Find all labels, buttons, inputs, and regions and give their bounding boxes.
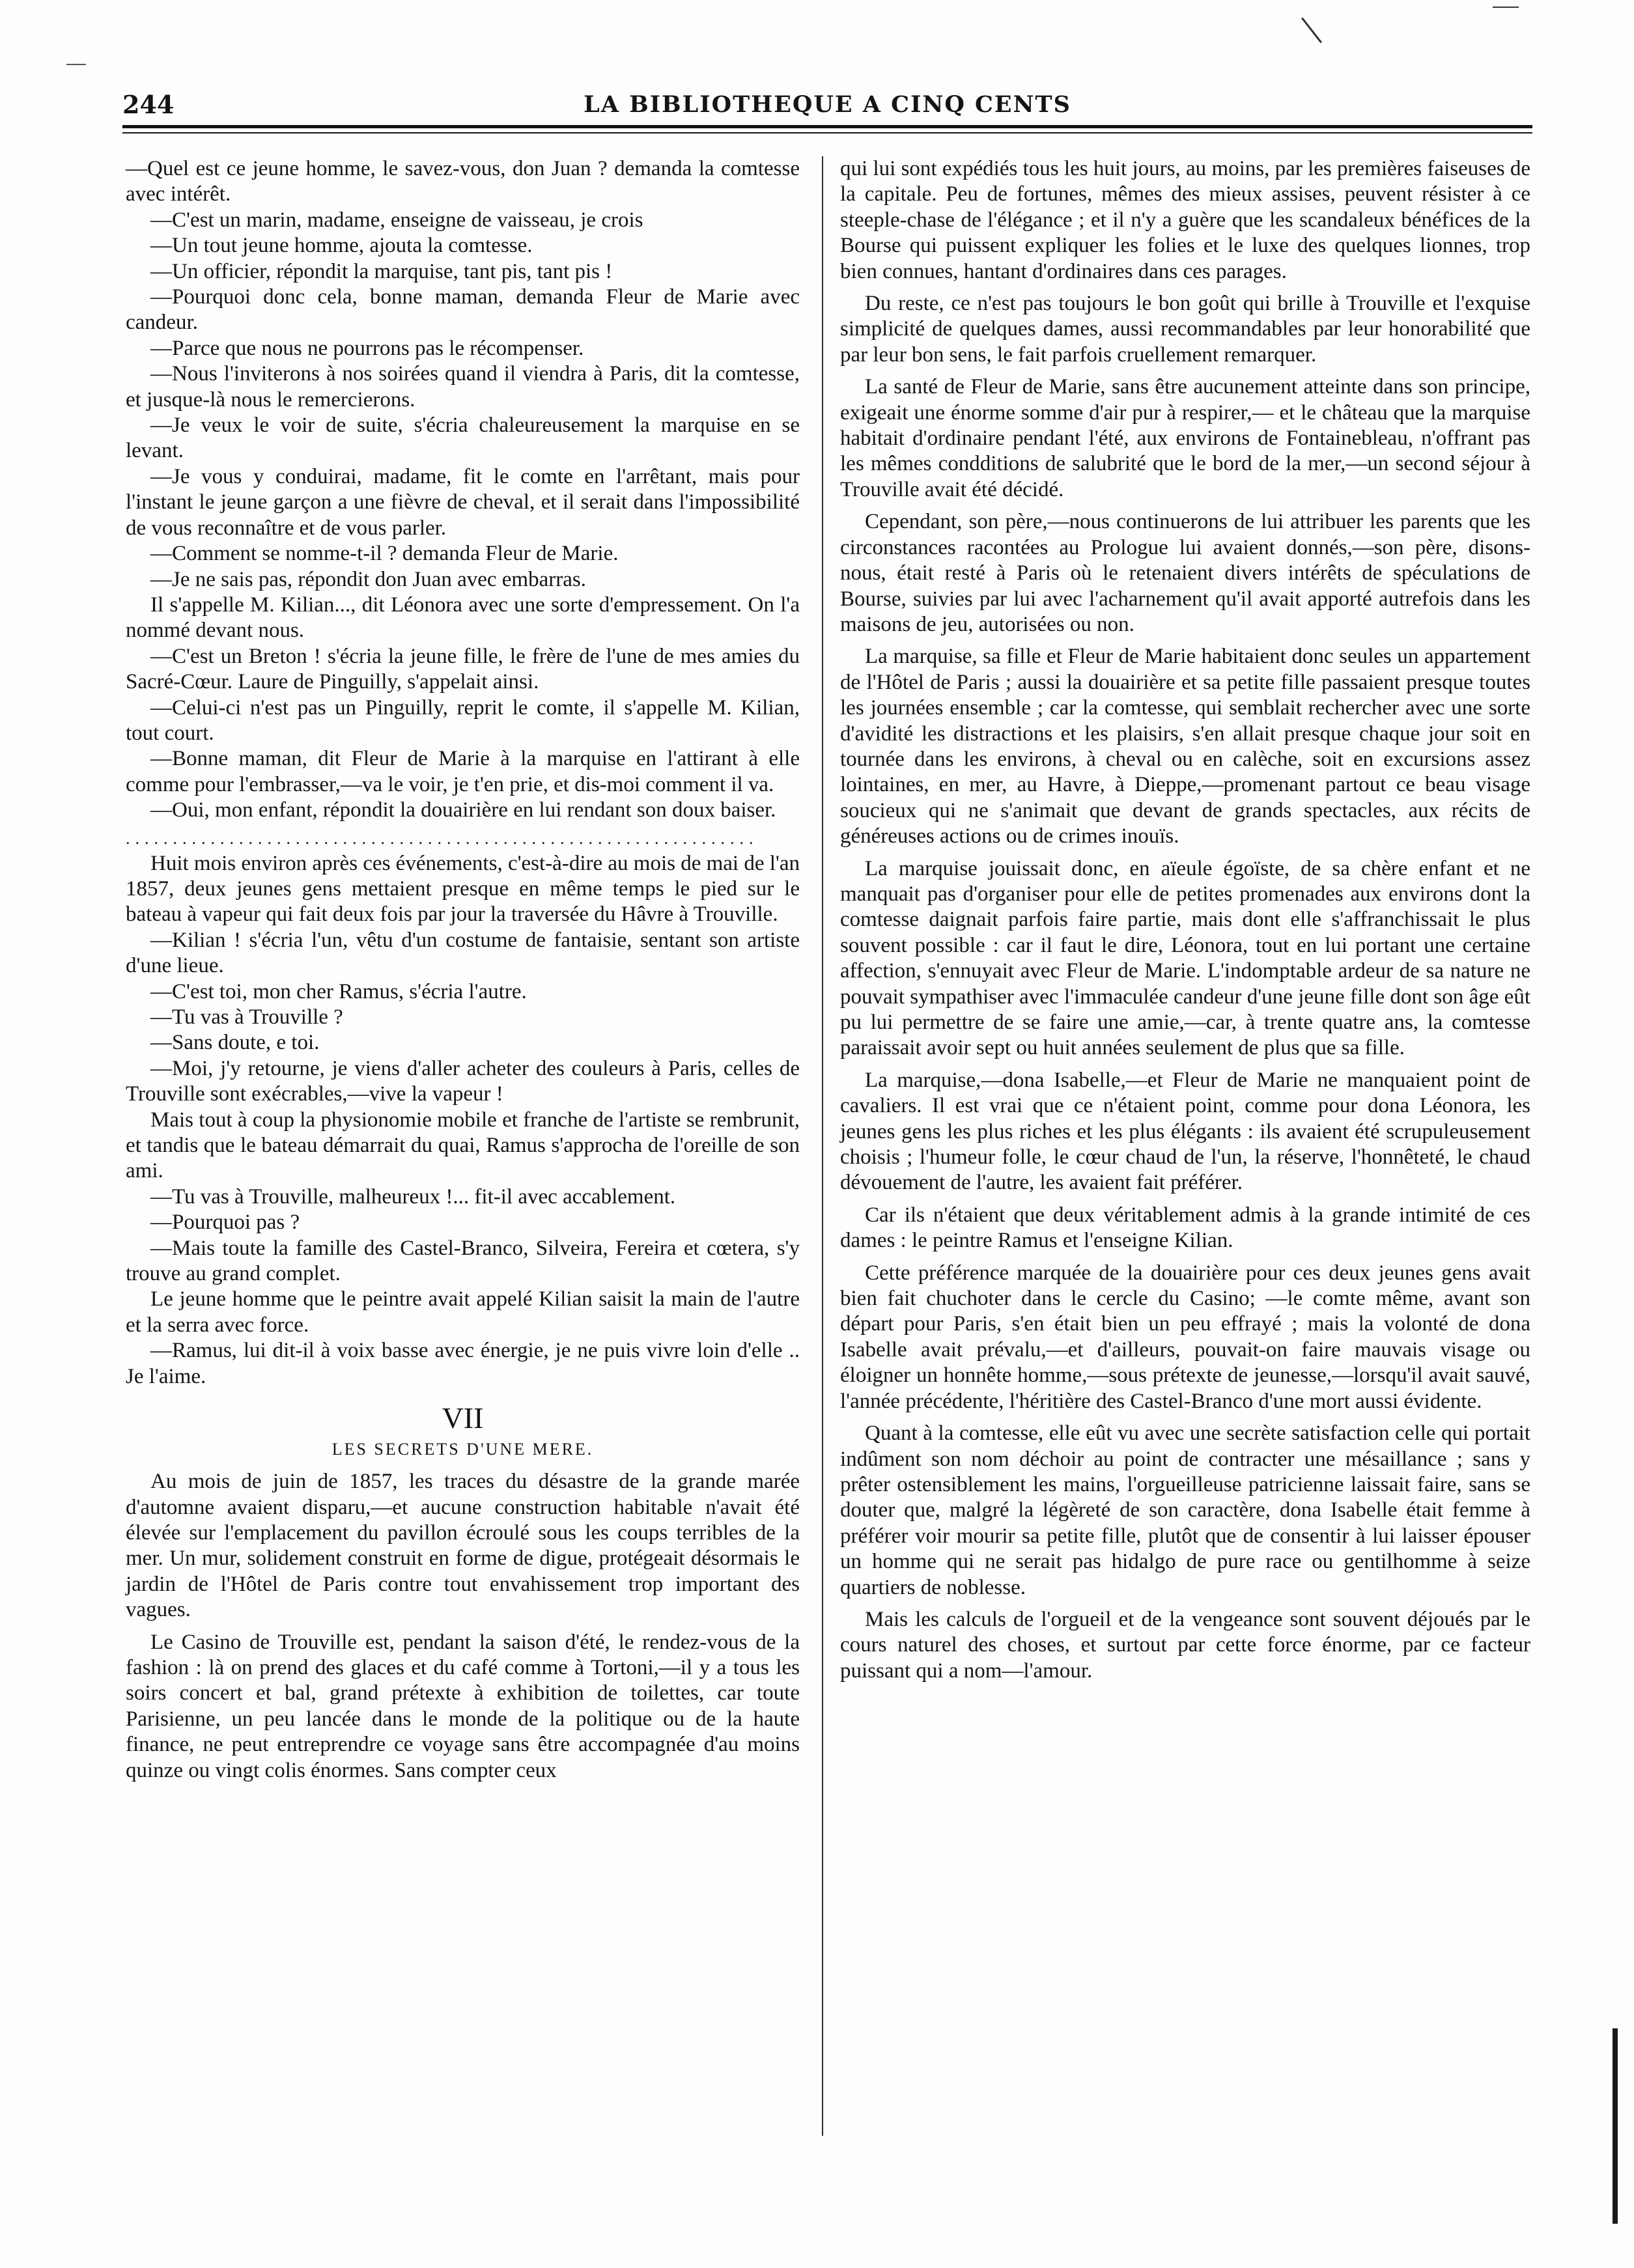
paragraph: —Tu vas à Trouville ? [150, 1005, 343, 1029]
paragraph: —Un tout jeune homme, ajouta la comtesse. [150, 234, 533, 258]
paragraph: Du reste, ce n'est pas toujours le bon goût qui brille à Trouville et l'exquise simplicité de quelques dames, aussi recommandables par leur honorabilité que par leur bon sens, le fait parfois cruellement remarquer. [840, 292, 1530, 367]
paragraph: La marquise, sa fille et Fleur de Marie habitaient donc seules un appartement de l'Hôtel de Paris ; aussi la douairière et sa petite fille passaient presque toutes les journées ensemble ; car la comtesse, qui semblait rechercher avec une sorte d'avidité les distractions et les plaisirs, s'en allait presque chaque jour soit en tournée dans les environs, à cheval ou en calèche, soit en excursions assez lointaines, en mer, au Havre, à Dieppe,—promenant partout ce beau visage soucieux qui ne s'animait que devant de grands spectacles, aux récits de généreuses actions ou de crimes inouïs. [840, 645, 1530, 848]
paragraph: Il s'appelle M. Kilian..., dit Léonora avec une sorte d'empressement. On l'a nommé devant nous. [126, 593, 800, 643]
header-rule-thin [122, 132, 1532, 133]
paragraph: —Kilian ! s'écria l'un, vêtu d'un costume de fantaisie, sentant son artiste d'une lieue. [126, 928, 800, 978]
paragraph: —Je ne sais pas, répondit don Juan avec embarras. [150, 567, 586, 591]
chapter-number: VII [442, 1401, 484, 1435]
page-header [122, 90, 1532, 122]
paragraph: —C'est toi, mon cher Ramus, s'écria l'autre. [150, 979, 527, 1003]
header-rule [122, 125, 1532, 128]
paragraph: —Je vous y conduirai, madame, fit le comte en l'arrêtant, mais pour l'instant le jeune garçon a une fièvre de cheval, et il serait dans l'impossibilité de vous reconnaître et de vous parler. [126, 464, 800, 540]
paragraph: Au mois de juin de 1857, les traces du désastre de la grande marée d'automne avaient disparu,—et aucune construction habitable n'avait été élevée sur l'emplacement du pavillon écroulé sous les coups terribles de la mer. Un mur, solidement construit en forme de digue, protégeait désormais le jardin de l'Hôtel de Paris contre tout envahissement trop important des vagues. [126, 1470, 800, 1622]
paragraph: Mais les calculs de l'orgueil et de la vengeance sont souvent déjoués par le cours naturel des choses, et surtout par cette force énorme, par ce facteur puissant qui a nom—l'amour. [840, 1607, 1530, 1683]
section-separator: ................................................................... [126, 828, 759, 848]
paragraph: La santé de Fleur de Marie, sans être aucunement atteinte dans son principe, exigeait une énorme somme d'air pur à respirer,— et le château que la marquise habitait d'ordinaire pendant l'été, aux environs de Fontainebleau, n'offrant pas les mêmes condditions de salubrité que le bord de la mer,—un second séjour à Trouville avait été décidé. [840, 375, 1530, 501]
paragraph: —Celui-ci n'est pas un Pinguilly, reprit le comte, il s'appelle M. Kilian, tout court. [126, 695, 800, 745]
paragraph: —Comment se nomme-t-il ? demanda Fleur de Marie. [150, 542, 619, 566]
paragraph: —Quel est ce jeune homme, le savez-vous, don Juan ? demanda la comtesse avec intérêt. [126, 157, 800, 206]
paragraph: —Pourquoi pas ? [150, 1211, 300, 1235]
paragraph: Cette préférence marquée de la douairière pour ces deux jeunes gens avait bien fait chuchoter dans le cercle du Casino; —le comte même, avant son départ pour Paris, s'en était bien un peu effrayé ; mais la volonté de dona Isabelle avait prévalu,—et d'ailleurs, pouvait-on faire mauvais visage ou éloigner un honnête homme,—sous prétexte de jeunesse,—lorsqu'il avait sauvé, l'année précédente, l'héritière des Castel-Branco d'une mort aussi évidente. [840, 1261, 1530, 1413]
paragraph: —Oui, mon enfant, répondit la douairière en lui rendant son doux baiser. [150, 798, 776, 822]
scan-mark [1301, 18, 1322, 44]
paragraph: Mais tout à coup la physionomie mobile et franche de l'artiste se rembrunit, et tandis que le bateau démarrait du quai, Ramus s'approcha de l'oreille de son ami. [126, 1108, 800, 1183]
chapter-title: LES SECRETS D'UNE MERE. [331, 1440, 594, 1459]
scan-edge-mark [1613, 2028, 1618, 2224]
paragraph: —Un officier, répondit la marquise, tant pis, tant pis ! [150, 259, 613, 283]
paragraph: Huit mois environ après ces événements, c'est-à-dire au mois de mai de l'an 1857, deux jeunes gens mettaient presque en même temps le pied sur le bateau à vapeur qui fait deux fois par jour la traversée du Hâvre à Trouville. [126, 851, 800, 927]
paragraph: Cependant, son père,—nous continuerons de lui attribuer les parents que les circonstances racontées au Prologue lui avaient donnés,—son père, disons-nous, était resté à Paris où le retenaient divers intérêts de spéculations de Bourse, suivies par lui avec l'acharnement qu'il avait apporté autrefois dans les maisons de jeu, autorisées ou non. [840, 510, 1530, 636]
scan-mark [1493, 7, 1519, 8]
paragraph: —Bonne maman, dit Fleur de Marie à la marquise en l'attirant à elle comme pour l'embrasser,—va le voir, je t'en prie, et dis-moi comment il va. [126, 747, 800, 796]
paragraph: —Parce que nous ne pourrons pas le récompenser. [150, 336, 584, 360]
paragraph: —Nous l'inviterons à nos soirées quand il viendra à Paris, dit la comtesse, et jusque-là nous le remercierons. [126, 362, 800, 412]
paragraph: —C'est un Breton ! s'écria la jeune fille, le frère de l'une de mes amies du Sacré-Cœur. Laure de Pinguilly, s'appelait ainsi. [126, 644, 800, 694]
column-divider [822, 156, 823, 2136]
paragraph: La marquise,—dona Isabelle,—et Fleur de Marie ne manquaient point de cavaliers. Il est vrai que ce n'étaient point, comme pour dona Léonora, les jeunes gens les plus riches et les plus élégants : ils avaient été scrupuleusement choisis ; l'humeur folle, le cœur chaud de l'un, la réserve, l'honnêteté, le chaud dévouement de l'autre, les avaient fait préférer. [840, 1068, 1530, 1195]
right-column [840, 156, 1530, 1684]
paragraph: —C'est un marin, madame, enseigne de vaisseau, je crois [150, 208, 643, 232]
paragraph: Le jeune homme que le peintre avait appelé Kilian saisit la main de l'autre et la serra avec force. [126, 1287, 800, 1337]
paragraph: Quant à la comtesse, elle eût vu avec une secrète satisfaction celle qui portait indûment son nom déchoir au point de contracter une mésaillance ; sans y prêter ostensiblement les mains, l'orgueilleuse patricienne laissait faire, sans se douter que, malgré la légèreté de son caractère, dona Isabelle était femme à préférer voir mourir sa petite fille, plutôt que de consentir à lui laisser épouser un homme qui ne serait pas hidalgo de pure race ou gentilhomme à seize quartiers de noblesse. [840, 1421, 1530, 1599]
paragraph: —Ramus, lui dit-il à voix basse avec énergie, je ne puis vivre loin d'elle .. Je l'aime. [126, 1339, 800, 1388]
left-column [126, 156, 800, 1784]
paragraph: qui lui sont expédiés tous les huit jours, au moins, par les premières faiseuses de la capitale. Peu de fortunes, mêmes des mieux assises, peuvent résister à ce steeple-chase de l'élégance ; et il n'y a guère que les scandaleux bénéfices de la Bourse qui puissent expliquer les folies et le luxe des quelques lionnes, trop bien connues, hantant d'ordinaires dans ces parages. [840, 157, 1530, 283]
running-title: LA BIBLIOTHEQUE A CINQ CENTS [584, 91, 1071, 118]
paragraph: Car ils n'étaient que deux véritablement admis à la grande intimité de ces dames : le peintre Ramus et l'enseigne Kilian. [840, 1203, 1530, 1253]
page-number: 244 [122, 90, 175, 119]
paragraph: —Tu vas à Trouville, malheureux !... fit-il avec accablement. [150, 1184, 676, 1209]
paragraph: La marquise jouissait donc, en aïeule égoïste, de sa chère enfant et ne manquait pas d'organiser pour elle de petites promenades aux environs dont la comtesse daignait parfois faire partie, mais dont elle s'affranchissait le plus souvent possible : car il faut le dire, Léonora, tout en lui portant une certaine affection, s'ennuyait avec Fleur de Marie. L'indomptable ardeur de sa nature ne pouvait sympathiser avec l'immaculée candeur d'une jeune fille dont son âge eût pu lui permettre de se faire une amie,—car, à trente quatre ans, la comtesse paraissait avoir sept ou huit années seulement de plus que sa fille. [840, 856, 1530, 1060]
paragraph: —Je veux le voir de suite, s'écria chaleureusement la marquise en se levant. [126, 413, 800, 463]
paragraph: —Sans doute, e toi. [150, 1031, 320, 1055]
paragraph: —Pourquoi donc cela, bonne maman, demanda Fleur de Marie avec candeur. [126, 285, 800, 335]
paragraph: Le Casino de Trouville est, pendant la saison d'été, le rendez-vous de la fashion : là on prend des glaces et du café comme à Tortoni,—il y a tous les soirs concert et bal, grand prétexte à exhibition de toilettes, car toute Parisienne, un peu lancée dans le monde de la politique ou de la haute finance, ne peut entreprendre ce voyage sans être accompagnée d'au moins quinze ou vingt colis énormes. Sans compter ceux [126, 1630, 800, 1782]
paragraph: —Mais toute la famille des Castel-Branco, Silveira, Fereira et cœtera, s'y trouve au grand complet. [126, 1236, 800, 1286]
scan-mark [66, 64, 86, 65]
paragraph: —Moi, j'y retourne, je viens d'aller acheter des couleurs à Paris, celles de Trouville sont exécrables,—vive la vapeur ! [126, 1056, 800, 1106]
